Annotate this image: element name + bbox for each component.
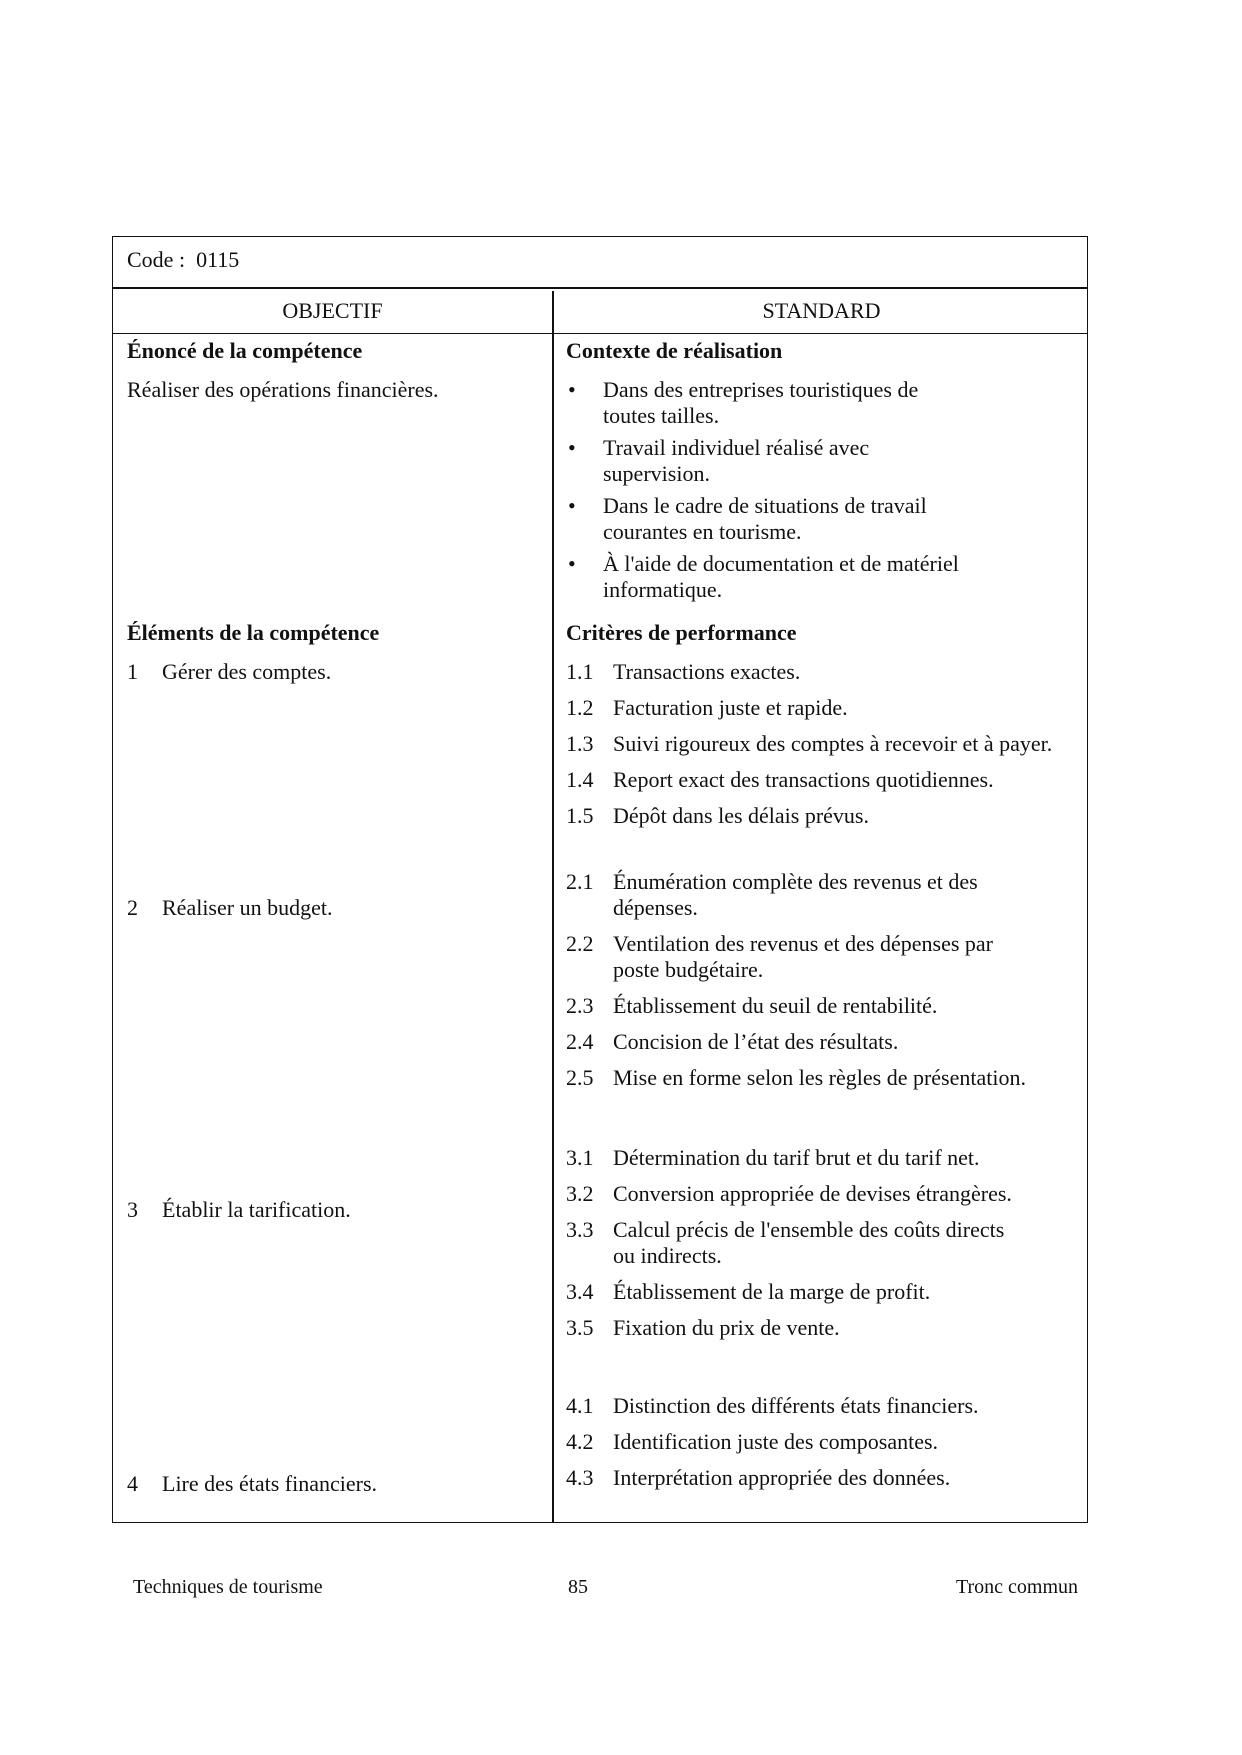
criterion: 2.2 Ventilation des revenus et des dépenses par poste budgétaire. [566, 931, 993, 982]
criterion: 3.4 Établissement de la marge de profit. [566, 1279, 931, 1304]
criterion: 2.4 Concision de l’état des résultats. [566, 1029, 899, 1054]
contexte-list [566, 377, 966, 609]
criterion: 1.4 Report exact des transactions quotidiennes. [566, 767, 994, 792]
criterion: 2.5 Mise en forme selon les règles de présentation. [566, 1065, 1026, 1090]
criterion: 3.2 Conversion appropriée de devises étrangères. [566, 1181, 1012, 1206]
criterion: 4.1 Distinction des différents états financiers. [566, 1393, 979, 1418]
criterion: 3.3 Calcul précis de l'ensemble des coûts directs ou indirects. [566, 1217, 1005, 1268]
criterion: 3.1 Détermination du tarif brut et du tarif net. [566, 1145, 980, 1170]
standard-header: STANDARD [762, 298, 881, 323]
competency-table [112, 236, 1088, 1523]
criteria-group-3 [566, 1145, 1026, 1351]
criterion: 1.3 Suivi rigoureux des comptes à recevoir et à payer. [566, 731, 1053, 756]
page-number: 85 [568, 1576, 588, 1598]
column-headers [113, 291, 1087, 334]
element-number: 3 [127, 1197, 138, 1222]
criteria-group-2 [566, 869, 1026, 1101]
element-number: 4 [127, 1471, 138, 1496]
bullet: • [568, 377, 576, 402]
code-value: 0115 [196, 247, 240, 272]
bullet: • [568, 551, 576, 576]
code-label: Code : [127, 247, 186, 272]
footer-left: Techniques de tourisme [133, 1576, 323, 1598]
bullet: • [568, 493, 576, 518]
list-item: • À l'aide de documentation et de matériel informatique. [568, 551, 959, 602]
element-label: Lire des états financiers. [162, 1471, 378, 1496]
criteres-title: Critères de performance [566, 620, 797, 645]
enonce-title: Énoncé de la compétence [127, 338, 363, 363]
element-2 [127, 895, 572, 921]
list-item: • Dans des entreprises touristiques de toutes tailles. [568, 377, 919, 428]
criterion: 1.1 Transactions exactes. [566, 659, 801, 684]
element-number: 2 [127, 895, 138, 920]
criterion: 1.5 Dépôt dans les délais prévus. [566, 803, 869, 828]
objectif-header: OBJECTIF [282, 298, 383, 323]
elements-title: Éléments de la compétence [127, 620, 380, 645]
element-label: Gérer des comptes. [162, 659, 332, 684]
footer-right: Tronc commun [955, 1576, 1078, 1598]
bullet: • [568, 435, 576, 460]
criteria-group-1 [566, 659, 1086, 839]
enonce-text: Réaliser des opérations financières. [127, 377, 439, 402]
criterion: 3.5 Fixation du prix de vente. [566, 1315, 840, 1340]
element-label: Établir la tarification. [162, 1197, 351, 1222]
list-item: • Dans le cadre de situations de travail courantes en tourisme. [568, 493, 927, 544]
contexte-title: Contexte de réalisation [566, 338, 783, 363]
element-3 [127, 1197, 572, 1223]
code-row [113, 237, 1087, 289]
criteria-group-4 [566, 1393, 1086, 1501]
element-1 [127, 659, 572, 685]
element-label: Réaliser un budget. [162, 895, 333, 920]
element-4 [127, 1471, 572, 1497]
criterion: 1.2 Facturation juste et rapide. [566, 695, 848, 720]
list-item: • Travail individuel réalisé avec supervision. [568, 435, 870, 486]
criterion: 4.2 Identification juste des composantes. [566, 1429, 939, 1454]
criterion: 4.3 Interprétation appropriée des données. [566, 1465, 951, 1490]
element-number: 1 [127, 659, 138, 684]
criterion: 2.1 Énumération complète des revenus et des dépenses. [566, 869, 978, 920]
criterion: 2.3 Établissement du seuil de rentabilité. [566, 993, 938, 1018]
